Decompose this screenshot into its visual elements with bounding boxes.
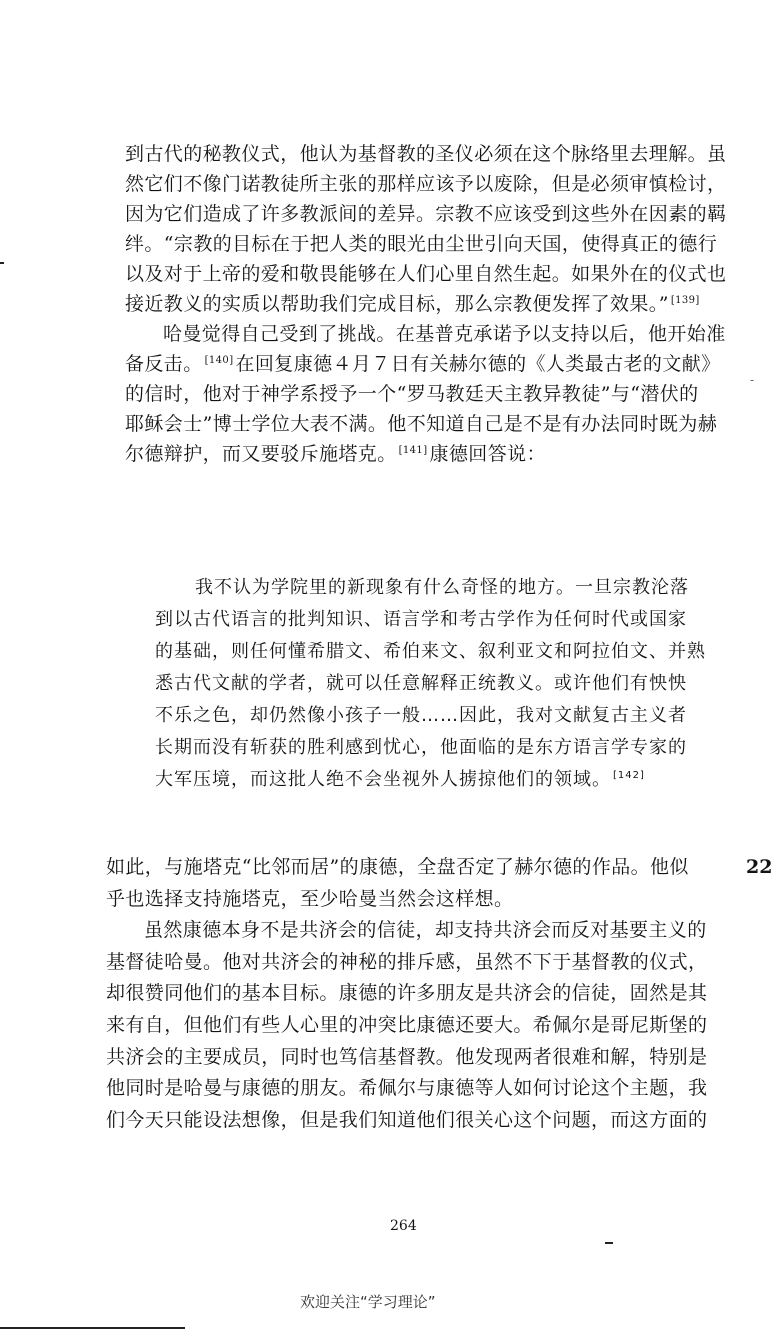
footnote-ref-142: [142] <box>613 770 645 781</box>
margin-page-number: 22 <box>746 856 772 878</box>
quote-line-3: 的基础，则任何懂希腊文、希伯来文、叙利亚文和阿拉伯文、并熟 <box>155 641 706 662</box>
para1-line-6-text: 接近教义的实质以帮助我们完成目标，那么宗教便发挥了效果。” <box>125 293 669 315</box>
para4-line-4: 来有自，但他们有些人心里的冲突比康德还要大。希佩尔是哥尼斯堡的 <box>106 1013 708 1036</box>
footnote-ref-139: [139] <box>670 294 700 306</box>
para2-line-1: 哈曼觉得自己受到了挑战。在基普克承诺予以支持以后，他开始准 <box>163 323 726 345</box>
quote-line-1: 我不认为学院里的新现象有什么奇怪的地方。一旦宗教沦落 <box>195 577 689 598</box>
para4-line-3: 却很赞同他们的基本目标。康德的许多朋友是共济会的信徒，固然是其 <box>106 982 708 1005</box>
footer-watermark-text: 欢迎关注“学习理论” <box>300 1293 436 1311</box>
following-text <box>106 852 746 1136</box>
para1-line-4: 绊。“宗教的目标在于把人类的眼光由尘世引向天国，使得真正的德行 <box>125 233 718 255</box>
page-number: 264 <box>390 1218 417 1234</box>
para1-line-5: 以及对于上帝的爱和敬畏能够在人们心里自然生起。如果外在的仪式也 <box>125 263 727 285</box>
margin-dash-mark: - <box>750 373 755 387</box>
quote-line-2: 到以古代语言的批判知识、语言学和考古学作为任何时代或国家 <box>155 609 687 630</box>
para4-line-7: 们今天只能设法想像，但是我们知道他们很关心这个问题，而这方面的 <box>106 1108 708 1131</box>
para1-line-3: 因为它们造成了许多教派间的差异。宗教不应该受到这些外在因素的羁 <box>125 203 727 225</box>
para2-line-3: 的信时，他对于神学系授予一个“罗马教廷天主教异教徒”与“潜伏的 <box>125 383 699 405</box>
para1-line-6 <box>125 289 745 319</box>
scan-mark-dash <box>605 1242 613 1244</box>
quote-line-6: 长期而没有斩获的胜利感到忧心，他面临的是东方语言学专家的 <box>155 737 687 758</box>
para2-line-5 <box>125 439 745 469</box>
para2-line-4: 耶稣会士”博士学位大表不满。他不知道自己是不是有办法同时既为赫 <box>125 413 718 435</box>
quote-line-7 <box>155 764 745 796</box>
footnote-ref-141: [141] <box>398 444 428 456</box>
scan-mark-left <box>0 262 4 264</box>
para2-line-5-a: 尔德辩护，而又要驳斥施塔克。 <box>125 443 397 465</box>
para4-line-5: 共济会的主要成员，同时也笃信基督教。他发现两者很难和解，特别是 <box>106 1045 708 1068</box>
para4-line-1: 虽然康德本身不是共济会的信徒，却支持共济会而反对基要主义的 <box>144 919 707 942</box>
para4-line-2: 基督徒哈曼。他对共济会的神秘的排斥感，虽然不下于基督教的仪式， <box>106 950 708 973</box>
para1-line-1: 到古代的秘教仪式，他认为基督教的圣仪必须在这个脉络里去理解。虽 <box>125 143 727 165</box>
para2-line-2 <box>125 349 745 379</box>
main-text <box>125 139 745 469</box>
bottom-edge-line <box>0 1327 185 1329</box>
para1-line-2: 然它们不像门诺教徒所主张的那样应该予以废除，但是必须审慎检讨， <box>125 173 727 195</box>
footnote-ref-140: [140] <box>204 354 234 366</box>
quote-line-5: 不乐之色，却仍然像小孩子一般……因此，我对文献复古主义者 <box>155 705 687 726</box>
para3-line-1: 如此，与施塔克“比邻而居”的康德，全盘否定了赫尔德的作品。他似 <box>106 856 689 878</box>
block-quote <box>155 572 745 796</box>
para2-line-2-a: 备反击。 <box>125 353 203 375</box>
para3-line-2: 乎也选择支持施塔克，至少哈曼当然会这样想。 <box>106 887 514 910</box>
quote-line-4: 悉古代文献的学者，就可以任意解释正统教义。或许他们有怏怏 <box>155 673 687 694</box>
para4-line-6: 他同时是哈曼与康德的朋友。希佩尔与康德等人如何讨论这个主题，我 <box>106 1077 708 1100</box>
para2-line-5-b: 康德回答说： <box>429 443 546 465</box>
para2-line-2-b: 在回复康德４月７日有关赫尔德的《人类最古老的文献》 <box>235 353 721 375</box>
quote-line-7-text: 大军压境，而这批人绝不会坐视外人掳掠他们的领域。 <box>155 769 611 790</box>
